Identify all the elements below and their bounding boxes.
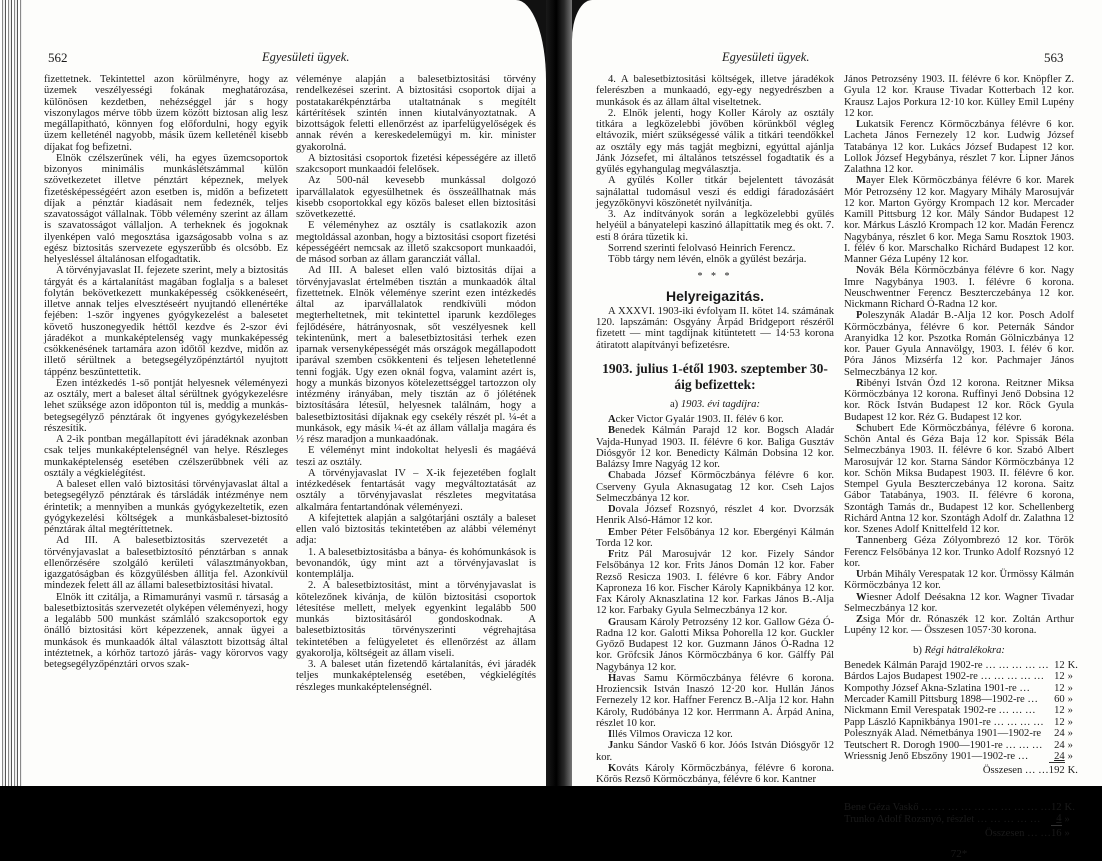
- ledger-unit: K.: [1064, 802, 1075, 814]
- entry-text: ukatsik Ferencz Körmöczbánya félévre 6 kor. Lacheta János Fernezely 12 kor. Ludwig József Tatabánya 12 kor. Lukács József Budapest 12 kor. Lollok József Hegybánya, részlet 7 kor. Lipner János Zalathna 12 kor.: [844, 119, 1074, 175]
- section-a-entries-col2: [844, 74, 1074, 637]
- ledger-row: [844, 813, 1075, 825]
- payment-entry: [596, 740, 834, 763]
- entry-text: llés Vilmos Oravicza 12 kor.: [612, 729, 733, 740]
- entry-text: mber Péter Felsőbánya 12 kor. Ebergényi Kálmán Torda 12 kor.: [596, 526, 834, 549]
- payment-entry: [596, 617, 834, 673]
- entry-initial: U: [856, 569, 864, 580]
- ledger-amount: 24: [1054, 728, 1065, 740]
- ledger-total-amount: 16: [1051, 825, 1062, 839]
- ledger-name: Wriessnig Jenő Ebszőny 1901—1902-re …: [844, 751, 1029, 763]
- left-page-column-2: [296, 74, 536, 693]
- right-page-column-1: [596, 74, 834, 785]
- paragraph: Ad III. A balesetbiztositás szervezetét a törvényjavaslat a balesetbiztosító pénztárban s annak ellenőrzésére szolgáló kerületi választmányokban, igazgatóságban és közgyűlésben állítja fel. Azonkívül mindezek felett áll az állami balesetbiztositási hivatal.: [44, 535, 288, 592]
- ledger-unit: »: [1067, 693, 1073, 705]
- payment-entry: [596, 414, 834, 425]
- entry-initial: P: [856, 310, 863, 322]
- ledger-amount: 12: [1050, 802, 1062, 814]
- section-b-title: Régi hátralékokra:: [924, 644, 1005, 656]
- paragraph: 3. A baleset után fizetendő kártalanítás, évi járadék teljes munkaképtelenség esetében, végkielégítés részleges munkaképtelenségnél.: [296, 659, 536, 693]
- entry-text: rausam Károly Petrozsény 12 kor. Gallow Géza Ó-Radna 12 kor. Galotti Miksa Pohorella 12 kor. Guckler Győző Budapest 12 kor. Guzmann János Ó-Radna 12 kor. Gröfcsik János Körmöczbánya 6 kor. Gálffy Pál Nagybánya 12 kor.: [596, 616, 834, 673]
- book-gutter: [546, 0, 572, 800]
- payment-entry: [596, 527, 834, 550]
- ledger-name: Bárdos Lajos Budapest 1902-re … … … … …: [844, 671, 1045, 683]
- ledger-name: Teutschert R. Dorogh 1900—1901-re … … …: [844, 739, 1043, 751]
- ledger-unit: »: [1067, 751, 1073, 763]
- ledger-total-amount: 192: [1049, 763, 1065, 777]
- entry-initial: W: [856, 591, 867, 603]
- left-binding-edge: [0, 0, 22, 800]
- paragraph: véleménye alapján a balesetbiztositási törvény rendelkezései szerint. A biztositási csoportok díjai a postatakarékpénztárba utaltatnának s megítélt kártérítések szintén innen kiutalványoztatnak. A bizottságok feletti ellenőrzést az iparfelügyelőségek és annak révén a kereskedelemügyi m. kir. minister gyakorolná.: [296, 74, 536, 153]
- payment-entry: [844, 265, 1074, 310]
- entry-initial: H: [608, 672, 617, 684]
- ledger-unit: »: [1067, 705, 1073, 717]
- entry-text: ovák Béla Körmöczbánya félévre 6 kor. Nagy Imre Nagybánya 1903. I. félévre 6 korona. Neuschwentner Ferencz Beszterczebánya 12 kor. Nickmann Richard Ó-Radna 12 kor.: [844, 265, 1074, 310]
- payment-entry: [844, 378, 1074, 423]
- paragraph: E véleményt mint indokoltat helyesli és magáévá teszi az osztály.: [296, 445, 536, 468]
- page-number: 563: [1044, 50, 1064, 65]
- ledger-name: Papp László Kapnikbánya 1901-re … … … …: [844, 716, 1044, 728]
- ledger-total-label: Összesen … …: [982, 765, 1049, 777]
- entry-initial: E: [608, 526, 616, 538]
- ledger-row: [844, 740, 1078, 751]
- right-page: [572, 0, 1102, 861]
- ledger-unit: »: [1067, 739, 1073, 751]
- section-ornament: * * *: [697, 271, 733, 283]
- paragraph: 2. Elnök jelenti, hogy Koller Károly az osztály titkára a legközelebbi jövőben körünkből végleg eltávozik, miért szükségessé válik a titkári teendőkkel az osztály egy más tagját megbizni, egyúttal ajánlja Jánk Józsefet, mi általános tetszéssel fogadtatik és a gyűlés egyhangulag megválasztja.: [596, 107, 834, 175]
- paragraph: Az 500-nál kevesebb munkással dolgozó iparvállalatok egyesülhetnek és összeállhatnak más kisebb csoportokkal egy közös baleset ellen biztositási szövetkezetté.: [296, 175, 536, 220]
- paragraph: fizettetnek. Tekintettel azon körülményre, hogy az üzemek veszélyességi fokának meghatározása, különösen kezdetben, nehézséggel jár s hogy viszonylagos mérve több üzem között biztosan alig lesz megállapitható, könnyen fog előfordulni, hogy egyik üzem kelleténél nagyobb, másik üzem kelleténél kisebb díjakat fog befizetni.: [44, 74, 288, 153]
- ledger-unit: »: [1067, 671, 1073, 683]
- ledger-name: Kompothy József Akna-Szlatina 1901-re …: [844, 682, 1030, 694]
- entry-text: ováts Károly Körmöczbánya, félévre 6 korona. Kőrös Rezső Körmöczbánya, félévre 6 kor. Kantner: [596, 762, 834, 785]
- ledger-amount: 4: [1056, 813, 1062, 825]
- payment-entry: [596, 504, 834, 527]
- paragraph: Több tárgy nem lévén, elnök a gyűlést bezárja.: [608, 254, 807, 265]
- ledger-amount: 12: [1054, 671, 1065, 683]
- entry-text: enedek Kálmán Parajd 12 kor. Bogsch Aladár Vajda-Hunyad 1903. II. félévre 6 kor. Baliga Gusztáv Diósgyőr 12 kor. Benedicty Kálmán Dobsina 12 kor. Balázsy Imre Nagyág 12 kor.: [596, 425, 834, 470]
- ledger-name: Mercader Kamill Pittsburg 1898—1902-re …: [844, 693, 1038, 705]
- entry-initial: A: [608, 414, 616, 425]
- payment-entry: [844, 423, 1074, 536]
- entry-text: avas Samu Körmöczbánya félévre 6 korona. Hroziencsik István Inaszó 12·20 kor. Hullán János Fernezely 12 kor. Haffner Ferencz B.-Alja 12 kor. Hahn Károly, Rudóbánya 12 kor. Herrmann A. Árpád Anina, részlet 10 kor.: [596, 672, 834, 729]
- entry-text: siga Mór dr. Rónaszék 12 kor. Zoltán Arthur Lupény 12 kor. — Összesen 1057·30 korona.: [844, 614, 1074, 637]
- payment-entry: [596, 425, 834, 470]
- paragraph: A baleset ellen való biztositási törvényjavaslat által a betegsegélyző pénztárak és társládák intézménye nem érintetik; a mennyiben a munkás gyógykezeltetik, ezen gyógykezelési költségek a munkásbaleset-biztosító pénztárak által megtéríttetnek.: [44, 479, 288, 535]
- entry-initial: S: [856, 422, 862, 434]
- payment-entry: [844, 535, 1074, 569]
- payment-entry: [844, 175, 1074, 265]
- entry-initial: I: [608, 729, 613, 740]
- correction-title: Helyreigazitás.: [665, 287, 765, 304]
- ledger-row: [844, 717, 1078, 728]
- section-a-label: a): [669, 398, 679, 410]
- ledger-row: [844, 683, 1078, 694]
- entry-initial: N: [856, 265, 864, 277]
- section-b-label: b): [913, 644, 922, 656]
- section-b-heading: [844, 645, 1074, 656]
- paragraph: 4. A balesetbiztositási költségek, illetve járadékok felerészben a munkaadó, egy-egy negyedrészben a munkások és az állam által viseltetnek.: [596, 74, 834, 108]
- paragraph: A gyűlés Koller titkár bejelentett távozását sajnálattal tudomásul veszi és eddigi fáradozásáért jegyzőkönyvi köszönetét nyilvánítja.: [596, 175, 834, 209]
- running-title: Egyesületi ügyek.: [262, 50, 350, 64]
- correction-text: A XXXVI. 1903-iki évfolyam II. kötet 14. számának 120. lapszámán: Osgyány Árpád Bridgeport részéről fizetett — mint tagdíjnak kitüntetett — 14·53 korona átiratott alapítványi befizetésre.: [596, 305, 834, 351]
- ledger-name: Bene Géza Vaskő … … … … … … … … … …: [844, 802, 1051, 814]
- bottom-edge: [0, 786, 1102, 800]
- paragraph: E véleményhez az osztály is csatlakozik azon megtoldással azonban, hogy a biztositási csoport fizetési képességéért nemcsak az illető szakcsoport munkaadói, de másod sorban az állam garancziát vállal.: [296, 220, 536, 265]
- section-a-heading: [596, 399, 834, 410]
- ledger-row: [844, 694, 1078, 705]
- page-number-right: [1044, 50, 1064, 66]
- section-a-title: 1903. évi tagdíjra:: [680, 398, 761, 410]
- entry-initial: M: [856, 175, 866, 187]
- section-b-ledger: [844, 660, 1078, 777]
- payment-entry: [844, 310, 1074, 378]
- payment-entry: [596, 763, 834, 786]
- paragraph: A törvényjavaslat II. fejezete szerint, mely a biztositás tárgyát és a kártalanítást magában foglalja s a baleset folytán bekövetkezett munkaképesség csökkenéseért, illetve annak teljes elvesztéseért nyujtandó ellenértéke fejében: 1-ször ingyenes gyógykezelést a balesetet követő huszonegyedik héttől kezdve és 2-szor évi járadékot a munkaképtelenség vagy munkaképesség csökkenésének tartamára azon időtől kezdve, midőn az illető sérültnek a betegsegélyzőpénztártól nyujtott táppénz beszüntettetik.: [44, 265, 288, 378]
- ledger-row: [844, 802, 1075, 813]
- paragraph: A törvényjavaslat IV – X-ik fejezetében foglalt intézkedések fentartását vagy megváltoztatását az osztály a törvényjavaslat részletes megvitatása alkalmára fentartandónak véleményezi.: [296, 467, 536, 513]
- ledger-amount: 60: [1054, 693, 1065, 705]
- entry-text: ibényi István Ózd 12 korona. Reitzner Miksa Körmöczbánya 12 korona. Ruffinyi Jenő Dobsina 12 kor. Röck István Budapest 12 kor. Röck Gyula Budapest 12 kor. Réz G. Budapest 12 kor.: [844, 377, 1074, 423]
- ledger-amount: 12: [1054, 682, 1065, 694]
- payment-entry: [844, 614, 1074, 637]
- paragraph: Sorrend szerinti felolvasó Heinrich Ferencz.: [608, 242, 796, 254]
- ledger-total-row: [844, 825, 1075, 839]
- entry-initial: L: [856, 119, 864, 130]
- payment-entry: [596, 549, 834, 617]
- paragraph: 1. A balesetbiztositásba a bánya- és kohómunkások is bevonandók, úgy mint azt a törvényjavaslat is kontemplálja.: [296, 546, 536, 580]
- entry-text: oleszynák Aladár B.-Alja 12 kor. Posch Adolf Körmöczbánya, félévre 6 kor. Peternák Sándor Aranyidka 12 kor. Pszotka Román Gölniczbánya 12 kor. Pauer Gyula Annavölgy, 1903. I. félév 6 kor. Póra János Mizsérfa 12 kor. Pachmajer János Selmeczbánya 12 kor.: [844, 310, 1074, 378]
- ledger-amount: 24: [1054, 751, 1065, 762]
- ledger-name: Nickmann Emil Verespatak 1902-re … … …: [844, 705, 1036, 717]
- entry-text: ovala József Rozsnyó, részlet 4 kor. Dvorzsák Henrik Alsó-Hámor 12 kor.: [596, 504, 834, 527]
- payment-entry: [596, 470, 834, 504]
- section-a-entries-col1: [596, 414, 834, 785]
- payment-entry: [596, 729, 834, 740]
- ledger-total-row: [844, 763, 1078, 777]
- ledger-amount: 12: [1054, 705, 1065, 717]
- entry-text: iesner Adolf Deésakna 12 kor. Wagner Tivadar Selmeczbánya 12 kor.: [844, 591, 1074, 614]
- entry-initial: G: [608, 616, 617, 628]
- paragraph: Elnök czélszerűnek véli, ha egyes üzemcsoportok bizonyos minimális munkáslétszámmal külön szövetkezetet illetve pénztárt képeznek, melyek fizetésképességéért azon esetben is, midőn a befizetett díjak a pénztár kiadásait nem fedeznék, teljes szavatosságot vállalnak. Több vélemény szerint az állam is szavatosságot vállaljon. A terheknek és jogoknak ilyenképen való megosztása igazságosabb volna s az egész biztositás szervezete egyszerűbb és olcsóbb. Ez helyesléssel általánosan elfogadtatik.: [44, 152, 288, 265]
- entry-text: János Petrozsény 1903. II. félévre 6 kor. Knöpfler Z. Gyula 12 kor. Krause Tivadar Kotterbach 12 kor. Krausz Lajos Porkura 12·10 kor. Külley Emil Lupény 12 kor.: [844, 74, 1074, 119]
- ledger-amount: 12: [1054, 716, 1065, 728]
- ledger-unit: K.: [1067, 659, 1078, 671]
- page-number: 562: [48, 50, 68, 65]
- entry-initial: D: [608, 504, 616, 515]
- entry-initial: K: [608, 762, 617, 774]
- paragraph: Ad III. A baleset ellen való biztositás díjai a törvényjavaslat értelmében tisztán a munkaadók által fizettetnek. Elnök véleménye szerint ezen intézkedés által az iparvállalatok rendkívüli módon megterheltetnek, mit tekintettel iparunk kezdőleges fejlődésére, hátrányosnak, sőt veszélyesnek kell tekintenünk, mert a balesetbiztositási terhek ezen iparnak versenyképességét más országok megállapodott iparával szemben csökkenteni és teljesen lehetetlenné tenni fogják. Ugy ezen oknál fogva, valamint azért is, hogy a munkás bizonyos kötelezettséggel tartozzon oly intézmény irányában, mely tisztán az ő jólétének biztosítására létesül, helyesnek találnám, hogy a balesetbiztositási díjaknak egy csekély részét pl. ¼-ét a munkások, egy másik ¼-ét az állam vállalja magára és ½ rész maradjon a munkaadónak.: [296, 265, 536, 445]
- page-number-left: [48, 50, 68, 66]
- right-page-column-2: [844, 74, 1078, 861]
- ledger-unit: »: [1064, 813, 1070, 825]
- payment-entry: [844, 119, 1074, 175]
- meeting-minutes-paragraphs: [596, 74, 834, 265]
- running-title-left: [262, 50, 349, 65]
- left-page: [22, 0, 546, 790]
- ledger-name: Trunko Adolf Rozsnyó, részlet … … … … …: [844, 813, 1041, 825]
- entry-initial: T: [856, 535, 864, 547]
- ledger-unit: »: [1067, 728, 1073, 740]
- entry-text: anku Sándor Vaskő 6 kor. Jóós István Diósgyőr 12 kor.: [596, 740, 834, 763]
- entry-text: annenberg Géza Zólyombrezó 12 kor. Török Ferencz Felsőbánya 12 kor. Trunko Adolf Rozsnyó 12 kor.: [844, 535, 1074, 569]
- ledger-row: [844, 660, 1078, 671]
- entry-text: ayer Elek Körmöczbánya félévre 6 kor. Marek Mór Petrozsény 12 kor. Magyary Mihály Marosujvár 12 kor. Marton György Krompach 12 kor. Mercader Kamill Pittsburg 12 kor. Mály Sándor Budapest 12 kor. Márkus László Krompach 12 kor. Madán Ferencz Nagybánya, részlet 6 kor. Mega Samu Rosztok 1903. I. félév 6 kor. Marschalko Richárd Budapest 12 kor. Manner Géza Lupény 12 kor.: [844, 175, 1074, 265]
- entry-initial: J: [608, 740, 614, 752]
- payment-entry: [844, 592, 1074, 615]
- ledger-unit: »: [1067, 682, 1073, 694]
- entry-text: chubert Ede Körmöczbánya, félévre 6 korona. Schön Antal és Géza Baja 12 kor. Spissák Béla Selmeczbánya 1903. II. félévre 6 kor. Szabó Albert Marosujvár 12 kor. Starna Sándor Körmöczbánya 12 kor. Schön Miksa Budapest 1903. II. félévre 6 kor. Stempel Gyula Beszterczebánya 12 korona. Saitz Gábor Tatabánya, 1903. II. félévre 6 korona, Szontágh Tamás dr., Budapest 12 kor. Schellenberg Richárd Antna 12 kor. Szontágh Adolf dr. Zalathna 12 kor. Szenes Adolf Knittelfeld 12 kor.: [844, 422, 1074, 535]
- paragraph: Elnök itt czitálja, a Rimamurányi vasmű r. társaság a balesetbiztositás szervezetét olyképen véleményezi, hogy a legalább 500 munkást számláló szakcsoportok egy önálló biztositási kört képezzenek, annak ügyei a munkások és munkaadók által választott bizottság által intéztetnek, a kórhöz tartozó járás- vagy körorvos vagy betegsegélyzőpénztári orvos szak-: [44, 591, 288, 670]
- payments-title: 1903. julius 1-étől 1903. szeptember 30-áig befizettek:: [602, 360, 828, 392]
- ledger-row: [844, 671, 1078, 682]
- ledger-row: [844, 751, 1078, 763]
- ledger-amount: 24: [1054, 739, 1065, 751]
- ledger-name: Polesznyák Alad. Németbánya 1901—1902-re: [844, 728, 1042, 740]
- ledger-total-unit: K.: [1067, 765, 1078, 777]
- entry-initial: C: [608, 470, 616, 482]
- paragraph: A kifejtettek alapján a salgótarjáni osztály a baleset ellen való biztositás tekintetében az alábbi véleményt adja:: [296, 512, 536, 547]
- ledger-row: [844, 728, 1078, 739]
- paragraph: 3. Az indítványok során a legközelebbi gyűlés helyéül a bányatelepi kaszinó állapíttatik meg és okt. 7. esti 8 órára tűzetik ki.: [596, 209, 834, 243]
- entry-text: rbán Mihály Verespatak 12 kor. Ürmössy Kálmán Körmöczbánya 12 kor.: [844, 569, 1074, 592]
- entry-initial: B: [608, 425, 616, 437]
- entry-text: ritz Pál Marosujvár 12 kor. Fizely Sándor Felsőbánya 12 kor. Frits János Domán 12 kor. Faber Rezső Resicza 1903. I. félévre 6 kor. Fábry Andor Kaproneza 16 kor. Fischer Károly Kapnikbánya 12 kor. Fax Károly Aknaszlatina 12 kor. Farkas János B.-Alja 12 kor. Farbaky Gyula Selmeczbánya 12 kor.: [596, 549, 834, 617]
- section-c-ledger: [844, 802, 1075, 839]
- ledger-amount: 12: [1054, 659, 1065, 671]
- ledger-row: [844, 705, 1078, 716]
- ledger-total-unit: »: [1064, 827, 1070, 839]
- payment-entry: [844, 74, 1074, 119]
- entry-text: habada József Körmöczbánya félévre 6 kor. Cserveny Gyula Aknasugatag 12 kor. Cseh Lajos Selmeczbánya 12 kor.: [596, 470, 834, 504]
- entry-text: cker Victor Gyalár 1903. II. félév 6 kor.: [615, 414, 784, 425]
- ledger-name: Benedek Kálmán Parajd 1902-re … … … … …: [844, 659, 1049, 671]
- left-page-column-1: [44, 74, 288, 670]
- ledger-unit: »: [1067, 716, 1073, 728]
- running-title: Egyesületi ügyek.: [722, 50, 810, 64]
- entry-initial: Z: [856, 614, 864, 625]
- paragraph: 2. A balesetbiztositást, mint a törvényjavaslat is kötelezőnek kivánja, de külön biztositási csoportok létesítése mellett, melyek egyenkint legalább 500 munkás biztositásáról gondoskodnak. A balesetbiztositás törvényszerinti végrehajtása tekintetében a felügyeletet és ellenőrzést az állam gyakorolja, költségeit az állam viseli.: [296, 580, 536, 659]
- running-title-right: [722, 50, 809, 65]
- signature-mark: 72*: [950, 848, 968, 861]
- entry-initial: R: [856, 377, 864, 389]
- paragraph: A biztositási csoportok fizetési képességére az illető szakcsoport munkaadói felelősek.: [296, 152, 536, 175]
- paragraph: Ezen intézkedés 1-ső pontját helyesnek véleményezi az osztály, mert a baleset által sérültnek gyógykezelésre lehet szüksége azon időponton túl is, meddig a munkás-betegsegélyző pénztárak őt ingyenes gyógykezelésben részesítik.: [44, 377, 288, 434]
- paragraph: A 2-ik pontban megállapított évi járadéknak azonban csak teljes munkaképtelenségnél van helye. Részleges munkaképtelenség esetében czélszerűbbnek véli az osztály a végkielégítést.: [44, 434, 288, 479]
- ledger-total-label: Összesen … …: [985, 827, 1051, 839]
- payment-entry: [844, 569, 1074, 592]
- entry-initial: F: [608, 549, 615, 560]
- payment-entry: [596, 673, 834, 729]
